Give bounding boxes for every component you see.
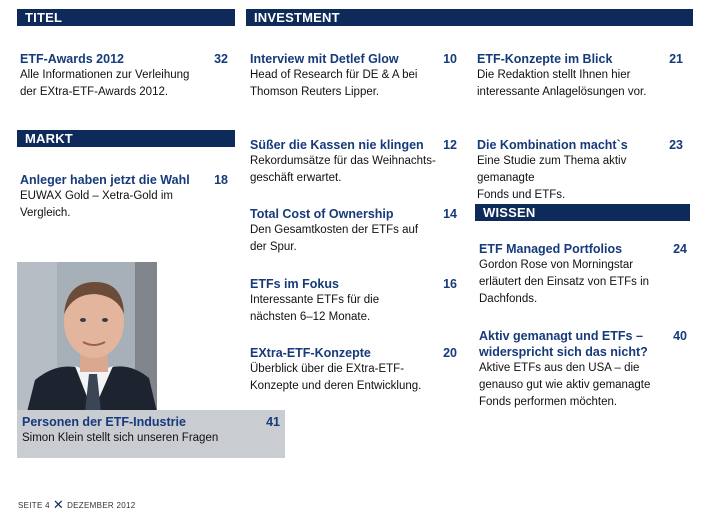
section-bar-investment: INVESTMENT [246,9,693,26]
section-bar-wissen: WISSEN [475,204,690,221]
entry-description-line: Eine Studie zum Thema aktiv gemanagte [477,155,627,184]
entry-description-line: Konzepte und deren Entwicklung. [250,380,422,392]
entry-description-line: der Spur. [250,241,297,253]
portrait-illustration [17,262,157,412]
entry-page-number: 21 [669,52,683,66]
entry-title: ETF-Awards 2012 [20,52,124,66]
entry-title: Personen der ETF-Industrie [22,415,186,429]
entry-page-number: 24 [673,242,687,256]
entry-page-number: 12 [443,138,457,152]
entry-description-line: geschäft erwartet. [250,172,342,184]
toc-entry-etf-konzepte-im-blick[interactable] [477,51,683,101]
section-bar-titel: TITEL [17,9,235,26]
entry-description-line: Head of Research für DE & A bei [250,69,418,81]
entry-page-number: 16 [443,277,457,291]
entry-description-line: genauso gut wie aktiv gemanagte [479,379,651,391]
footer-page-label: SEITE 4 [18,500,50,510]
entry-title: EXtra-ETF-Konzepte [250,346,371,360]
entry-description-line: Fonds und ETFs. [477,189,566,201]
toc-entry-extra-etf-konzepte[interactable] [250,345,457,395]
entry-description-line: Dachfonds. [479,293,538,305]
entry-description-line: Die Redaktion stellt Ihnen hier [477,69,631,81]
x-logo-icon: ✕ [52,497,65,512]
footer-date-label: DEZEMBER 2012 [67,500,136,510]
entry-title: Süßer die Kassen nie klingen [250,138,424,152]
section-bar-markt: MARKT [17,130,235,147]
toc-entry-interview[interactable] [250,51,457,101]
entry-description-line: Alle Informationen zur Verleihung [20,69,190,81]
entry-description-line: erläutert den Einsatz von ETFs in [479,276,650,288]
portrait-photo [17,262,157,412]
toc-entry-kassen[interactable] [250,137,457,187]
entry-description-line: Aktive ETFs aus den USA – die [479,362,640,374]
entry-description-line: Den Gesamtkosten der ETFs auf [250,224,419,236]
entry-title: Anleger haben jetzt die Wahl [20,173,190,187]
entry-page-number: 32 [214,52,228,66]
entry-page-number: 10 [443,52,457,66]
entry-title: Die Kombination macht`s [477,138,628,152]
entry-description-line: Simon Klein stellt sich unseren Fragen [22,432,219,444]
entry-page-number: 20 [443,346,457,360]
entry-page-number: 41 [266,415,280,429]
entry-description-line: Rekordumsätze für das Weihnachts- [250,155,436,167]
entry-title: Interview mit Detlef Glow [250,52,399,66]
entry-page-number: 23 [669,138,683,152]
page-footer [18,497,136,512]
entry-title: ETFs im Fokus [250,277,339,291]
toc-entry-etf-managed-portfolios[interactable] [479,241,687,308]
toc-entry-anleger[interactable] [20,172,228,222]
entry-title-line: Aktiv gemanagt und ETFs – [479,329,643,343]
entry-description-line: Thomson Reuters Lipper. [250,86,380,98]
entry-description-line: Gordon Rose von Morningstar [479,259,634,271]
toc-entry-total-cost[interactable] [250,206,457,256]
entry-description-line: Überblick über die EXtra-ETF- [250,363,405,375]
portrait-caption-box[interactable] [17,410,285,458]
entry-title-line: widerspricht sich das nicht? [479,345,648,359]
entry-description-line: Interessante ETFs für die [250,294,380,306]
entry-description-line: Vergleich. [20,207,71,219]
entry-page-number: 18 [214,173,228,187]
toc-entry-etfs-im-fokus[interactable] [250,276,457,326]
entry-description-line: der EXtra-ETF-Awards 2012. [20,86,169,98]
toc-entry-aktiv-gemanagt[interactable] [479,328,687,411]
entry-page-number: 40 [673,329,687,343]
entry-page-number: 14 [443,207,457,221]
toc-entry-kombination[interactable] [477,137,683,204]
entry-description-line: EUWAX Gold – Xetra-Gold im [20,190,173,202]
toc-entry-etf-awards[interactable] [20,51,228,101]
entry-title: Total Cost of Ownership [250,207,394,221]
entry-title: ETF Managed Portfolios [479,242,623,256]
entry-description-line: interessante Anlagelösungen vor. [477,86,647,98]
entry-title: ETF-Konzepte im Blick [477,52,613,66]
entry-description-line: Fonds performen möchten. [479,396,618,408]
entry-description-line: nächsten 6–12 Monate. [250,311,371,323]
